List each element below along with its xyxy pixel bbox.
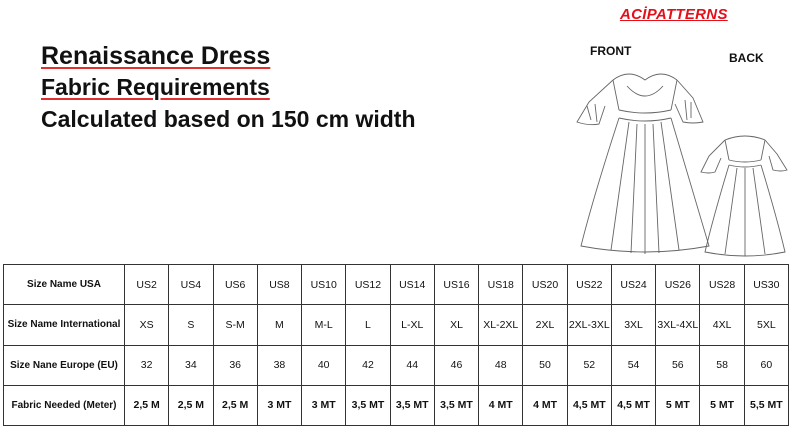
table-cell: 2,5 M bbox=[169, 385, 213, 425]
size-chart-table bbox=[3, 264, 789, 426]
table-cell: 54 bbox=[611, 345, 655, 385]
table-cell: 3 MT bbox=[257, 385, 301, 425]
table-cell: 3XL bbox=[611, 305, 655, 345]
table-cell: 48 bbox=[479, 345, 523, 385]
table-cell: 44 bbox=[390, 345, 434, 385]
table-cell: 56 bbox=[656, 345, 700, 385]
table-row bbox=[4, 345, 789, 385]
table-cell: 60 bbox=[744, 345, 788, 385]
table-cell: S bbox=[169, 305, 213, 345]
table-cell: XS bbox=[125, 305, 169, 345]
front-label: FRONT bbox=[590, 44, 632, 58]
table-cell: 32 bbox=[125, 345, 169, 385]
table-cell: 4 MT bbox=[479, 385, 523, 425]
page-title: Renaissance Dress bbox=[41, 42, 271, 70]
row-header: Fabric Needed (Meter) bbox=[4, 385, 125, 425]
row-header: Size Name USA bbox=[4, 265, 125, 305]
table-cell: 3,5 MT bbox=[346, 385, 390, 425]
table-row bbox=[4, 265, 789, 305]
table-cell: 2,5 M bbox=[125, 385, 169, 425]
table-cell: 3 MT bbox=[302, 385, 346, 425]
table-cell: 3XL-4XL bbox=[656, 305, 700, 345]
table-cell: US20 bbox=[523, 265, 567, 305]
table-cell: L bbox=[346, 305, 390, 345]
table-cell: 4XL bbox=[700, 305, 744, 345]
table-row bbox=[4, 385, 789, 425]
back-dress-illustration bbox=[699, 128, 791, 260]
table-row bbox=[4, 305, 789, 345]
table-cell: US24 bbox=[611, 265, 655, 305]
back-label: BACK bbox=[729, 51, 764, 65]
table-cell: 42 bbox=[346, 345, 390, 385]
table-cell: US4 bbox=[169, 265, 213, 305]
table-cell: M bbox=[257, 305, 301, 345]
table-cell: 2XL bbox=[523, 305, 567, 345]
table-cell: US18 bbox=[479, 265, 523, 305]
table-cell: 4,5 MT bbox=[611, 385, 655, 425]
table-cell: US8 bbox=[257, 265, 301, 305]
table-cell: 4 MT bbox=[523, 385, 567, 425]
brand-logo: ACİPATTERNS bbox=[620, 6, 728, 23]
table-cell: US6 bbox=[213, 265, 257, 305]
table-cell: 46 bbox=[434, 345, 478, 385]
table-cell: 5 MT bbox=[656, 385, 700, 425]
width-note: Calculated based on 150 cm width bbox=[41, 106, 416, 132]
table-cell: 58 bbox=[700, 345, 744, 385]
table-cell: 40 bbox=[302, 345, 346, 385]
table-cell: US28 bbox=[700, 265, 744, 305]
table-cell: 52 bbox=[567, 345, 611, 385]
table-cell: US12 bbox=[346, 265, 390, 305]
table-cell: US10 bbox=[302, 265, 346, 305]
table-cell: XL-2XL bbox=[479, 305, 523, 345]
row-header: Size Name International bbox=[4, 305, 125, 345]
table-cell: 3,5 MT bbox=[434, 385, 478, 425]
table-cell: XL bbox=[434, 305, 478, 345]
table-cell: 4,5 MT bbox=[567, 385, 611, 425]
table-cell: US14 bbox=[390, 265, 434, 305]
table-cell: 2XL-3XL bbox=[567, 305, 611, 345]
table-cell: S-M bbox=[213, 305, 257, 345]
table-cell: US26 bbox=[656, 265, 700, 305]
table-cell: US2 bbox=[125, 265, 169, 305]
table-cell: 34 bbox=[169, 345, 213, 385]
table-cell: M-L bbox=[302, 305, 346, 345]
table-cell: 36 bbox=[213, 345, 257, 385]
table-cell: 5XL bbox=[744, 305, 788, 345]
table-cell: US30 bbox=[744, 265, 788, 305]
table-cell: US16 bbox=[434, 265, 478, 305]
table-cell: L-XL bbox=[390, 305, 434, 345]
table-cell: 5 MT bbox=[700, 385, 744, 425]
table-cell: 50 bbox=[523, 345, 567, 385]
page-subtitle: Fabric Requirements bbox=[41, 74, 270, 100]
table-cell: US22 bbox=[567, 265, 611, 305]
table-cell: 3,5 MT bbox=[390, 385, 434, 425]
front-dress-illustration bbox=[575, 58, 705, 258]
row-header: Size Nane Europe (EU) bbox=[4, 345, 125, 385]
table-cell: 38 bbox=[257, 345, 301, 385]
title-block bbox=[41, 40, 416, 136]
table-cell: 5,5 MT bbox=[744, 385, 788, 425]
table-cell: 2,5 M bbox=[213, 385, 257, 425]
